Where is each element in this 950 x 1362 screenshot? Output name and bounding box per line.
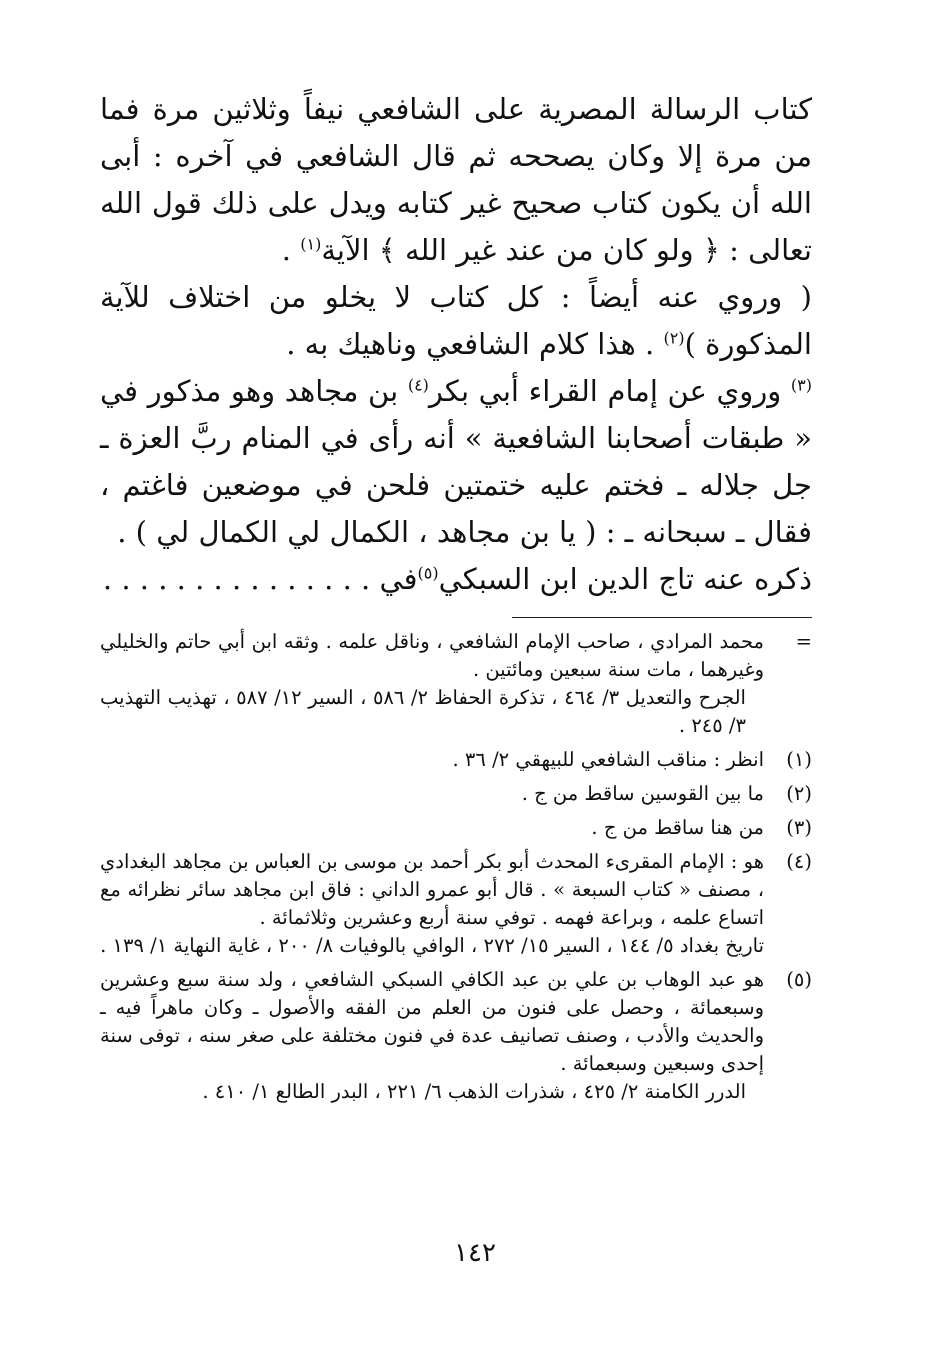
main-paragraph-2-end: . هذا كلام الشافعي وناهيك به . (286, 327, 664, 361)
main-paragraph-1 (100, 86, 812, 274)
footnote-1-number: (١) (786, 748, 812, 771)
main-paragraph-4 (100, 556, 812, 603)
footnote-1-body (100, 746, 764, 774)
page-content (100, 86, 812, 1112)
main-paragraph-4-text-b: في (370, 562, 418, 596)
footnote-2-text: ما بين القوسين ساقط من ج . (521, 782, 764, 805)
footnote-continued-marker: = (795, 630, 812, 653)
footnote-ref-4: (٤) (407, 375, 429, 395)
footnote-ref-2: (٢) (663, 328, 685, 348)
footnote-separator (512, 617, 812, 618)
footnote-4-body (100, 848, 764, 960)
footnote-2-body (100, 780, 764, 808)
footnote-2 (100, 780, 812, 808)
footnote-5-body (100, 966, 764, 1106)
footnote-3-text: من هنا ساقط من ج . (591, 816, 764, 839)
footnote-2-number: (٢) (786, 782, 812, 805)
main-paragraph-2-text: ( وروي عنه أيضاً : كل كتاب لا يخلو من اختلاف للآية المذكورة ) (100, 280, 812, 361)
footnote-ref-5: (٥) (417, 563, 439, 583)
main-text (100, 86, 812, 603)
footnote-4-text: هو : الإمام المقرىء المحدث أبو بكر أحمد بن موسى بن العباس بن مجاهد البغدادي ، مصنف « كتاب السبعة » . قال أبو عمرو الداني : فاق ابن مجاهد سائر نظرائه مع اتساع علمه ، وبراعة فهمه . توفي سنة أربع وعشرين وثلاثمائة . (100, 850, 764, 929)
footnote-ref-3: (٣) (790, 375, 812, 395)
footnote-ref-1: (١) (300, 234, 322, 254)
main-paragraph-3-text-b: بن مجاهد وهو مذكور في « طبقات أصحابنا الشافعية » أنه رأى في المنام ربَّ العزة ـ جل جلاله ـ فختم عليه ختمتين فلحن في موضعين فاغتم ، فقال ـ سبحانه ـ : ( يا بن مجاهد ، الكمال لي الكمال لي ) . (100, 374, 812, 549)
main-paragraph-3 (100, 368, 812, 556)
main-paragraph-1-text: كتاب الرسالة المصرية على الشافعي نيفاً وثلاثين مرة فما من مرة إلا وكان يصححه ثم قال الشافعي في آخره : أبى الله أن يكون كتاب صحيح غير كتابه ويدل على ذلك قول الله تعالى : ﴿ ولو كان من عند غير الله ﴾ الآية (100, 92, 812, 267)
footnote-continued-text: محمد المرادي ، صاحب الإمام الشافعي ، وناقل علمه . وثقه ابن أبي حاتم والخليلي وغيرهما ، مات سنة سبعين ومائتين . (100, 630, 764, 681)
footnote-1-text: انظر : مناقب الشافعي للبيهقي ٢/ ٣٦ . (452, 748, 764, 771)
footnote-3-number: (٣) (786, 816, 812, 839)
footnote-4-number: (٤) (786, 850, 812, 873)
footnote-4-sources: تاريخ بغداد ٥/ ١٤٤ ، السير ١٥/ ٢٧٢ ، الوافي بالوفيات ٨/ ٢٠٠ ، غاية النهاية ١/ ١٣٩ . (100, 934, 764, 957)
main-paragraph-3-text-a: وروي عن إمام القراء أبي بكر (428, 374, 791, 408)
footnote-continued-sources: الجرح والتعديل ٣/ ٤٦٤ ، تذكرة الحفاظ ٢/ ٥٨٦ ، السير ١٢/ ٥٨٧ ، تهذيب التهذيب ٣/ ٢٤٥ . (100, 686, 746, 737)
footnote-continued (100, 628, 812, 740)
footnote-3-body (100, 814, 764, 842)
footnotes (100, 628, 812, 1106)
footnote-5-text: هو عبد الوهاب بن علي بن عبد الكافي السبكي الشافعي ، ولد سنة سبع وعشرين وسبعمائة ، وحصل على فنون من العلم من الفقه والأصول ـ وكان ماهراً فيه ـ والحديث والأدب ، وصنف تصانيف عدة في فنون مختلفة على صغر سنه ، توفى سنة إحدى وسبعين وسبعمائة . (100, 968, 764, 1075)
footnote-continued-body (100, 628, 764, 740)
page-number: ١٤٢ (454, 1238, 496, 1268)
main-paragraph-4-text-a: ذكره عنه تاج الدين ابن السبكي (438, 562, 812, 596)
footnote-5-sources: الدرر الكامنة ٢/ ٤٢٥ ، شذرات الذهب ٦/ ٢٢١ ، البدر الطالع ١/ ٤١٠ . (202, 1080, 746, 1103)
footnote-5-number: (٥) (786, 968, 812, 991)
footnote-5 (100, 966, 812, 1106)
footnote-4 (100, 848, 812, 960)
continuation-dots: . . . . . . . . . . . . . . . (102, 562, 371, 596)
footnote-1 (100, 746, 812, 774)
main-paragraph-1-end: . (281, 233, 301, 267)
main-paragraph-2 (100, 274, 812, 368)
footnote-3 (100, 814, 812, 842)
